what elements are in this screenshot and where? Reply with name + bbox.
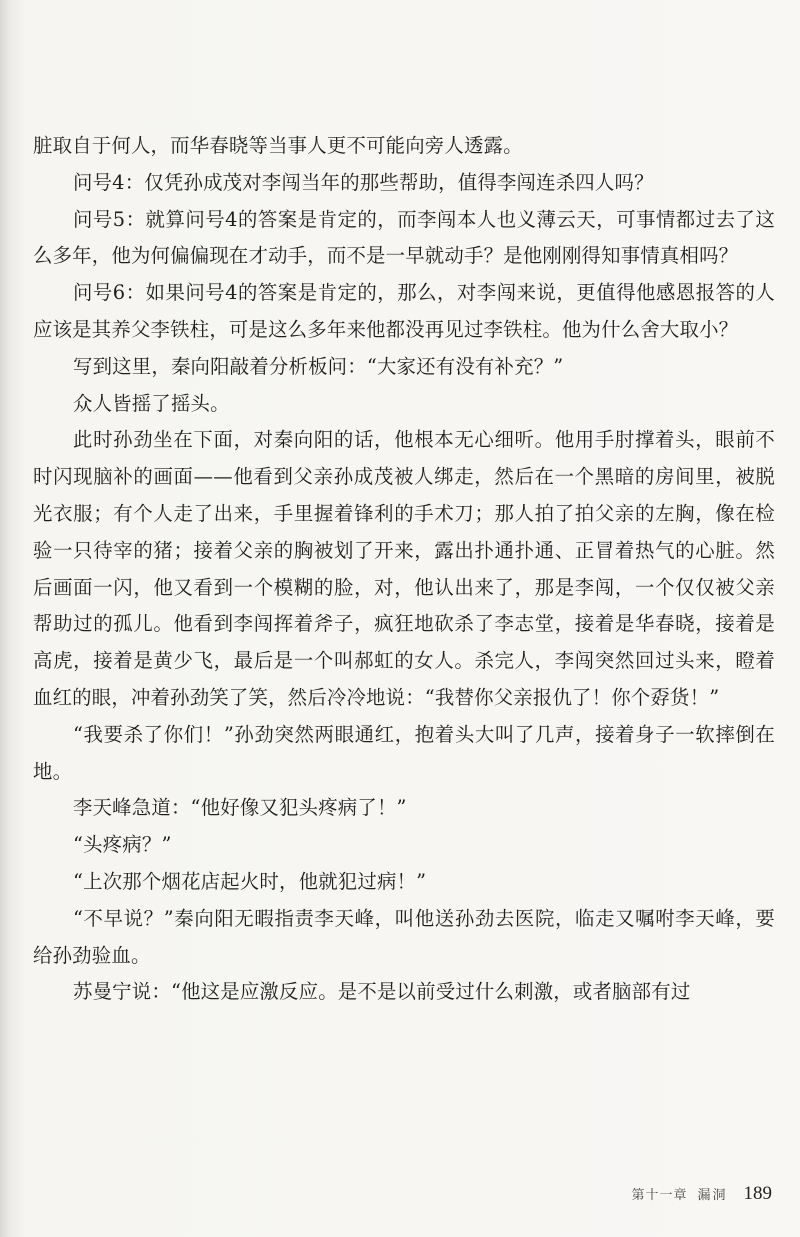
paragraph-2: 问号4：仅凭孙成茂对李闯当年的那些帮助，值得李闯连杀四人吗？ [73,170,654,194]
footer-chapter: 第十一章 [631,1188,688,1203]
paragraph-11: “上次那个烟花店起火时，他就犯过病！” [73,869,427,893]
paragraph-7: 此时孙劲坐在下面，对秦向阳的话，他根本无心细听。他用手肘撑着头，眼前不时闪现脑补的画面——他看到父亲孙成茂被人绑走，然后在一个黑暗的房间里，被脱光衣服；有个人走了出来，手里握着锋利的手术刀；那人拍了拍父亲的左胸，像在检验一只待宰的猪；接着父亲的胸被划了开来，露出扑通扑通、正冒着热气的心脏。然后画面一闪，他又看到一个模糊的脸，对，他认出来了，那是李闯，一个仅仅被父亲帮助过的孤儿。他看到李闯挥着斧子，疯狂地砍杀了李志堂，接着是华春晓，接着是高虎，接着是黄少飞，最后是一个叫郝虹的女人。杀完人，李闯突然回过头来，瞪着血红的眼，冲着孙劲笑了笑，然后冷冷地说：“我替你父亲报仇了！你个孬货！” [33,428,775,709]
page-footer [631,1183,772,1207]
paragraph-4: 问号6：如果问号4的答案是肯定的，那么，对李闯来说，更值得他感恩报答的人应该是其养父李铁柱，可是这么多年来他都没再见过李铁柱。他为什么舍大取小？ [33,281,775,341]
paragraph-6: 众人皆摇了摇头。 [73,391,230,415]
page-number: 189 [743,1183,772,1204]
paragraph-3: 问号5：就算问号4的答案是肯定的，而李闯本人也义薄云天，可事情都过去了这么多年，他为何偏偏现在才动手，而不是一早就动手？是他刚刚得知事情真相吗？ [33,207,775,268]
body-text [33,128,775,1011]
paragraph-1: 脏取自于何人，而华春晓等当事人更不可能向旁人透露。 [33,134,523,157]
footer-section-title: 漏洞 [697,1188,728,1203]
paragraph-9: 李天峰急道：“他好像又犯头疼病了！” [73,796,407,820]
paragraph-13: 苏曼宁说：“他这是应激反应。是不是以前受过什么刺激，或者脑部有过 [73,980,691,1004]
paragraph-10: “头疼病？” [73,833,172,857]
paragraph-12: “不早说？”秦向阳无暇指责李天峰，叫他送孙劲去医院，临走又嘱咐李天峰，要给孙劲验血。 [33,906,775,967]
paragraph-5: 写到这里，秦向阳敲着分析板问：“大家还有没有补充？” [73,354,564,378]
paragraph-8: “我要杀了你们！”孙劲突然两眼通红，抱着头大叫了几声，接着身子一软摔倒在地。 [33,722,775,783]
